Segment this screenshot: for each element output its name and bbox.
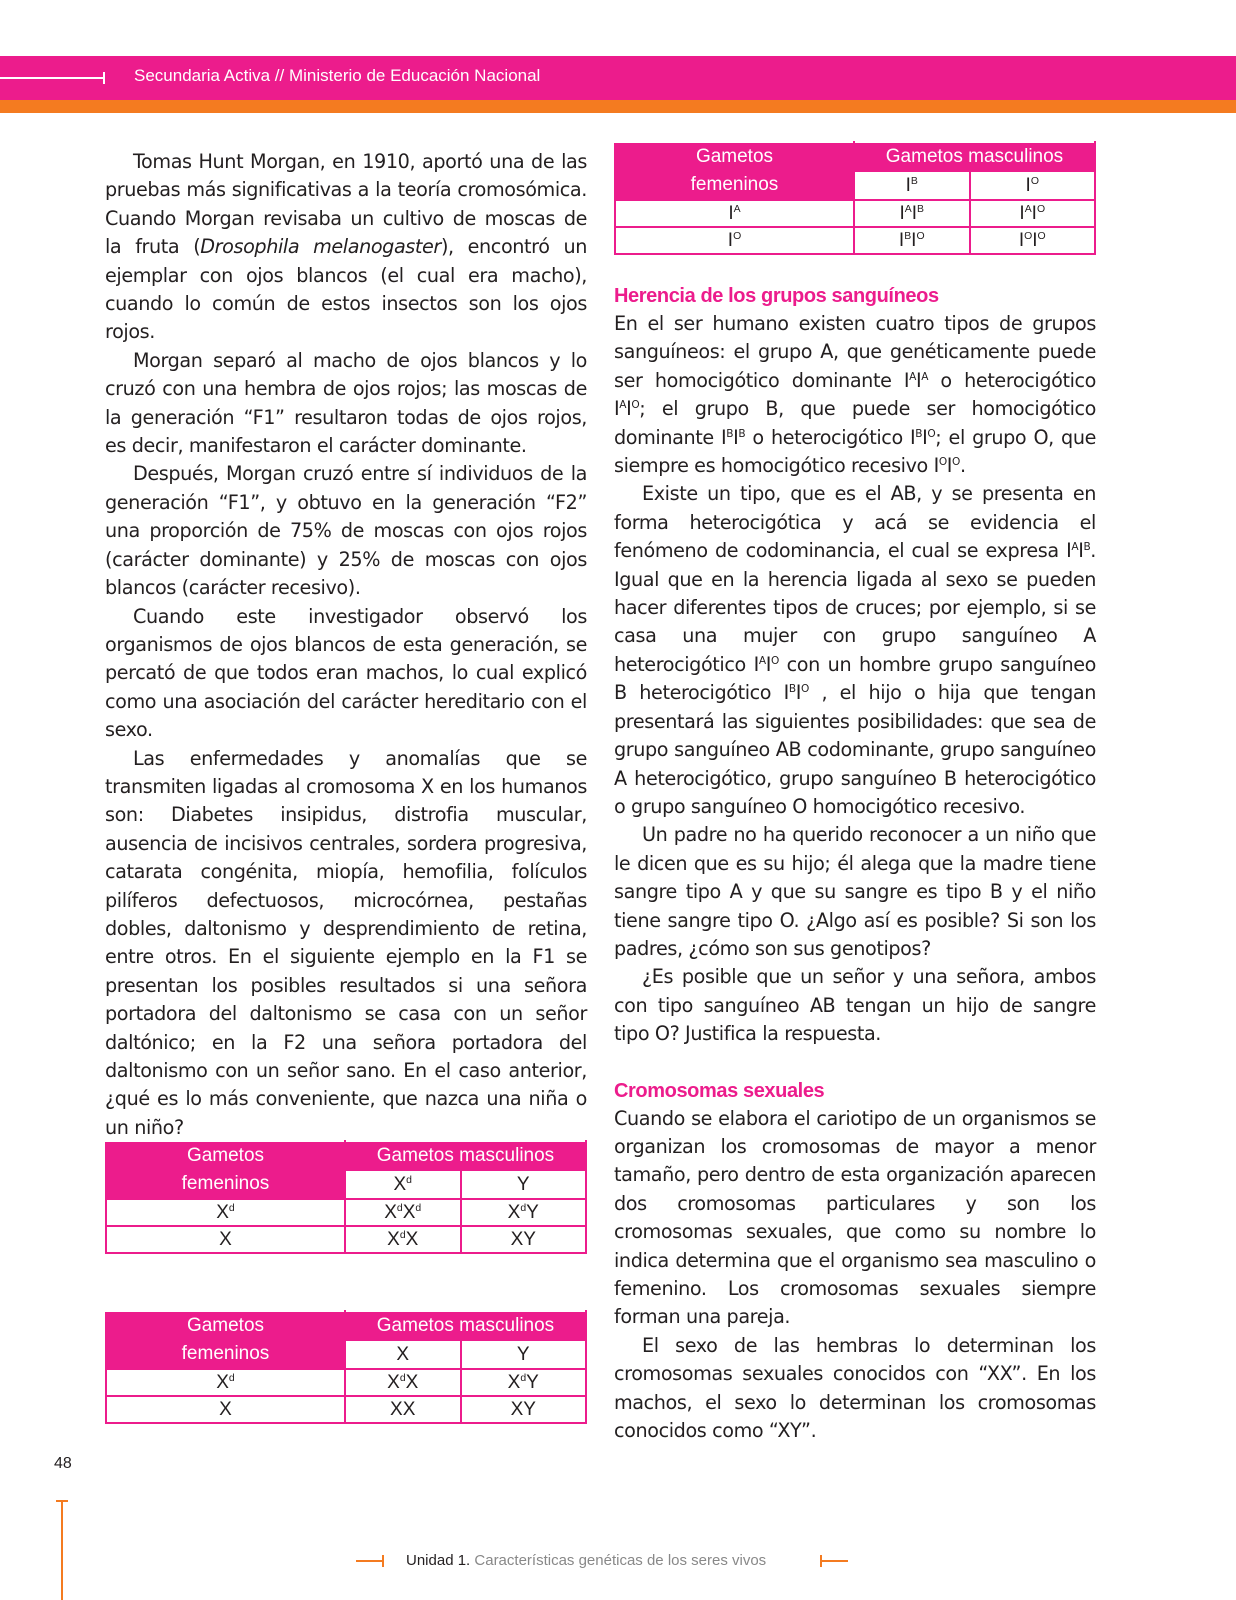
female-gamete: $I^O$ bbox=[615, 227, 854, 254]
genotype-cell: $X^dX$ bbox=[345, 1369, 461, 1396]
genotype-cell: $X^dY$ bbox=[461, 1199, 586, 1226]
male-gamete: $I^O$ bbox=[970, 171, 1096, 200]
header-female-gametes: Gametos femeninos bbox=[615, 142, 854, 200]
page-number: 48 bbox=[54, 1455, 72, 1472]
paragraph-x-linked-diseases: Las enfermedades y anomalías que se transmiten ligadas al cromosoma X en los humanos son: Diabetes insipidus, distrofia muscular, ausencia de incisivos centrales, sordera progresiva, catarata congénita, miopía, hemofilia, folículos pilíferos defectuosos, microcórnea, pestañas dobles, daltonismo y desprendimiento de retina, entre otros. En el siguiente ejemplo en la F1 se presentan los posibles resultados si una señora portadora del daltonismo se casa con un señor daltónico; en la F2 una señora portadora del daltonismo con un señor sano. En el caso anterior, ¿qué es lo más conveniente, que nazca una niña o un niño? bbox=[105, 746, 587, 1139]
header-female-gametes: Gametos femeninos bbox=[106, 1141, 345, 1199]
species-name: Drosophila melanogaster bbox=[200, 235, 441, 259]
genotype-cell: $I^OI^O$ bbox=[970, 227, 1096, 254]
footer-unit-title: Características genéticas de los seres vivos bbox=[474, 1552, 767, 1569]
punnett-table-f2 bbox=[105, 1310, 587, 1424]
genotype-cell: $X^dX^d$ bbox=[345, 1199, 461, 1226]
header-male-gametes: Gametos masculinos bbox=[345, 1141, 586, 1170]
paragraph-f2-cross: Después, Morgan cruzó entre sí individuos de la generación “F1”, y obtuvo en la generación “F2” una proporción de 75% de moscas con ojos rojos (carácter dominante) y 25% de moscas con ojos blancos (carácter recesivo). bbox=[105, 462, 587, 600]
male-gamete: X bbox=[345, 1340, 461, 1369]
paragraph-blood-groups: En el ser humano existen cuatro tipos de grupos sanguíneos: el grupo A, que genéticamente puede ser homocigótico dominante $I^AI^A$ o heterocigótico $I^AI^O$; el grupo B, que puede ser homocigótico dominante $I^BI^B$ o heterocigótico $I^BI^O$; el grupo O, que siempre es homocigótico recesivo $I^OI^O$. bbox=[614, 312, 1097, 478]
paragraph-sex-linkage: Cuando este investigador observó los organismos de ojos blancos de esta generación, se percató de que todos eran machos, lo cual explicó como una asociación del carácter hereditario con el sexo. bbox=[105, 604, 587, 742]
header-male-gametes: Gametos masculinos bbox=[854, 142, 1095, 171]
section-gap bbox=[614, 1049, 1096, 1077]
header-title: Secundaria Activa // Ministerio de Educación Nacional bbox=[134, 66, 541, 85]
genotype-cell: $I^AI^B$ bbox=[854, 200, 970, 227]
female-gamete: $I^A$ bbox=[615, 200, 854, 227]
female-gamete: $X^d$ bbox=[106, 1199, 345, 1226]
header-accent-band bbox=[0, 100, 1236, 113]
footer-text bbox=[406, 1552, 766, 1569]
header-female-gametes: Gametos femeninos bbox=[106, 1311, 345, 1369]
male-gamete: $X^d$ bbox=[345, 1170, 461, 1199]
male-gamete: Y bbox=[461, 1170, 586, 1199]
heading-blood-groups: Herencia de los grupos sanguíneos bbox=[614, 285, 939, 307]
right-column bbox=[614, 282, 1096, 1445]
female-gamete: X bbox=[106, 1226, 345, 1253]
footer-rule-left-tick bbox=[382, 1555, 384, 1567]
paragraph-question-paternity: Un padre no ha querido reconocer a un niño que le dicen que es su hijo; él alega que la madre tiene sangre tipo A y que su sangre es tipo B y el niño tiene sangre tipo O. ¿Algo así es posible? Si son los padres, ¿cómo son sus genotipos? bbox=[614, 823, 1096, 960]
punnett-table-blood-groups bbox=[614, 141, 1096, 255]
margin-rule bbox=[61, 1500, 63, 1600]
male-gamete: Y bbox=[461, 1340, 587, 1369]
female-gamete: $X^d$ bbox=[106, 1369, 345, 1396]
footer-unit: Unidad 1. bbox=[406, 1552, 471, 1569]
genotype-cell: $X^dX$ bbox=[345, 1226, 461, 1253]
paragraph-f1-cross: Morgan separó al macho de ojos blancos y lo cruzó con una hembra de ojos rojos; las moscas de la generación “F1” resultaron todas de ojos rojos, es decir, manifestaron el carácter dominante. bbox=[105, 348, 587, 458]
paragraph-xx-xy: El sexo de las hembras lo determinan los cromosomas sexuales conocidos con “XX”. En los machos, el sexo lo determinan los cromosomas conocidos como “XY”. bbox=[614, 1333, 1096, 1443]
genotype-cell: $X^dY$ bbox=[461, 1369, 587, 1396]
paragraph-morgan-intro: Tomas Hunt Morgan, en 1910, aportó una de las pruebas más significativas a la teoría cromosómica. Cuando Morgan revisaba un cultivo de moscas de la fruta (Drosophila melanogaster), encontró un ejemplar con ojos blancos (el cual era macho), cuando lo común de estos insectos son los ojos rojos. bbox=[105, 150, 588, 344]
paragraph-codominance: Existe un tipo, que es el AB, y se presenta en forma heterocigótica y acá se evidencia el fenómeno de codominancia, el cual se expresa $I^AI^B$. Igual que en la herencia ligada al sexo se pueden hacer diferentes tipos de cruces; por ejemplo, si se casa una mujer con grupo sanguíneo A heterocigótico $I^AI^O$ con un hombre grupo sanguíneo B heterocigótico $I^BI^O$ , el hijo o hija que tengan presentará las siguientes posibilidades: que sea de grupo sanguíneo AB codominante, grupo sanguíneo A heterocigótico, grupo sanguíneo B heterocigótico o grupo sanguíneo O homocigótico recesivo. bbox=[614, 482, 1097, 818]
header-male-gametes: Gametos masculinos bbox=[345, 1311, 586, 1340]
header-rule-tick bbox=[103, 72, 105, 84]
paragraph-question-ab: ¿Es posible que un señor y una señora, ambos con tipo sanguíneo AB tengan un hijo de sangre tipo O? Justifica la respuesta. bbox=[614, 965, 1096, 1046]
genotype-cell: XX bbox=[345, 1396, 461, 1423]
footer-rule-left bbox=[356, 1560, 384, 1562]
heading-sex-chromosomes: Cromosomas sexuales bbox=[614, 1079, 825, 1102]
genotype-cell: $I^AI^O$ bbox=[970, 200, 1096, 227]
genotype-cell: XY bbox=[461, 1396, 587, 1423]
header-rule bbox=[0, 77, 104, 79]
paragraph-karyotype: Cuando se elabora el cariotipo de un organismos se organizan los cromosomas de mayor a menor tamaño, pero dentro de esta organización aparecen dos cromosomas particulares y son los cromosomas sexuales, que como su nombre lo indica determina que el organismo sea masculino o femenino. Los cromosomas sexuales siempre forman una pareja. bbox=[614, 1106, 1096, 1329]
footer-rule-right bbox=[820, 1560, 848, 1562]
left-column bbox=[105, 148, 587, 1142]
male-gamete: $I^B$ bbox=[854, 171, 970, 200]
female-gamete: X bbox=[106, 1396, 345, 1423]
punnett-table-f1 bbox=[105, 1140, 587, 1254]
footer-rule-right-tick bbox=[820, 1555, 822, 1567]
genotype-cell: XY bbox=[461, 1226, 586, 1253]
genotype-cell: $I^BI^O$ bbox=[854, 227, 970, 254]
